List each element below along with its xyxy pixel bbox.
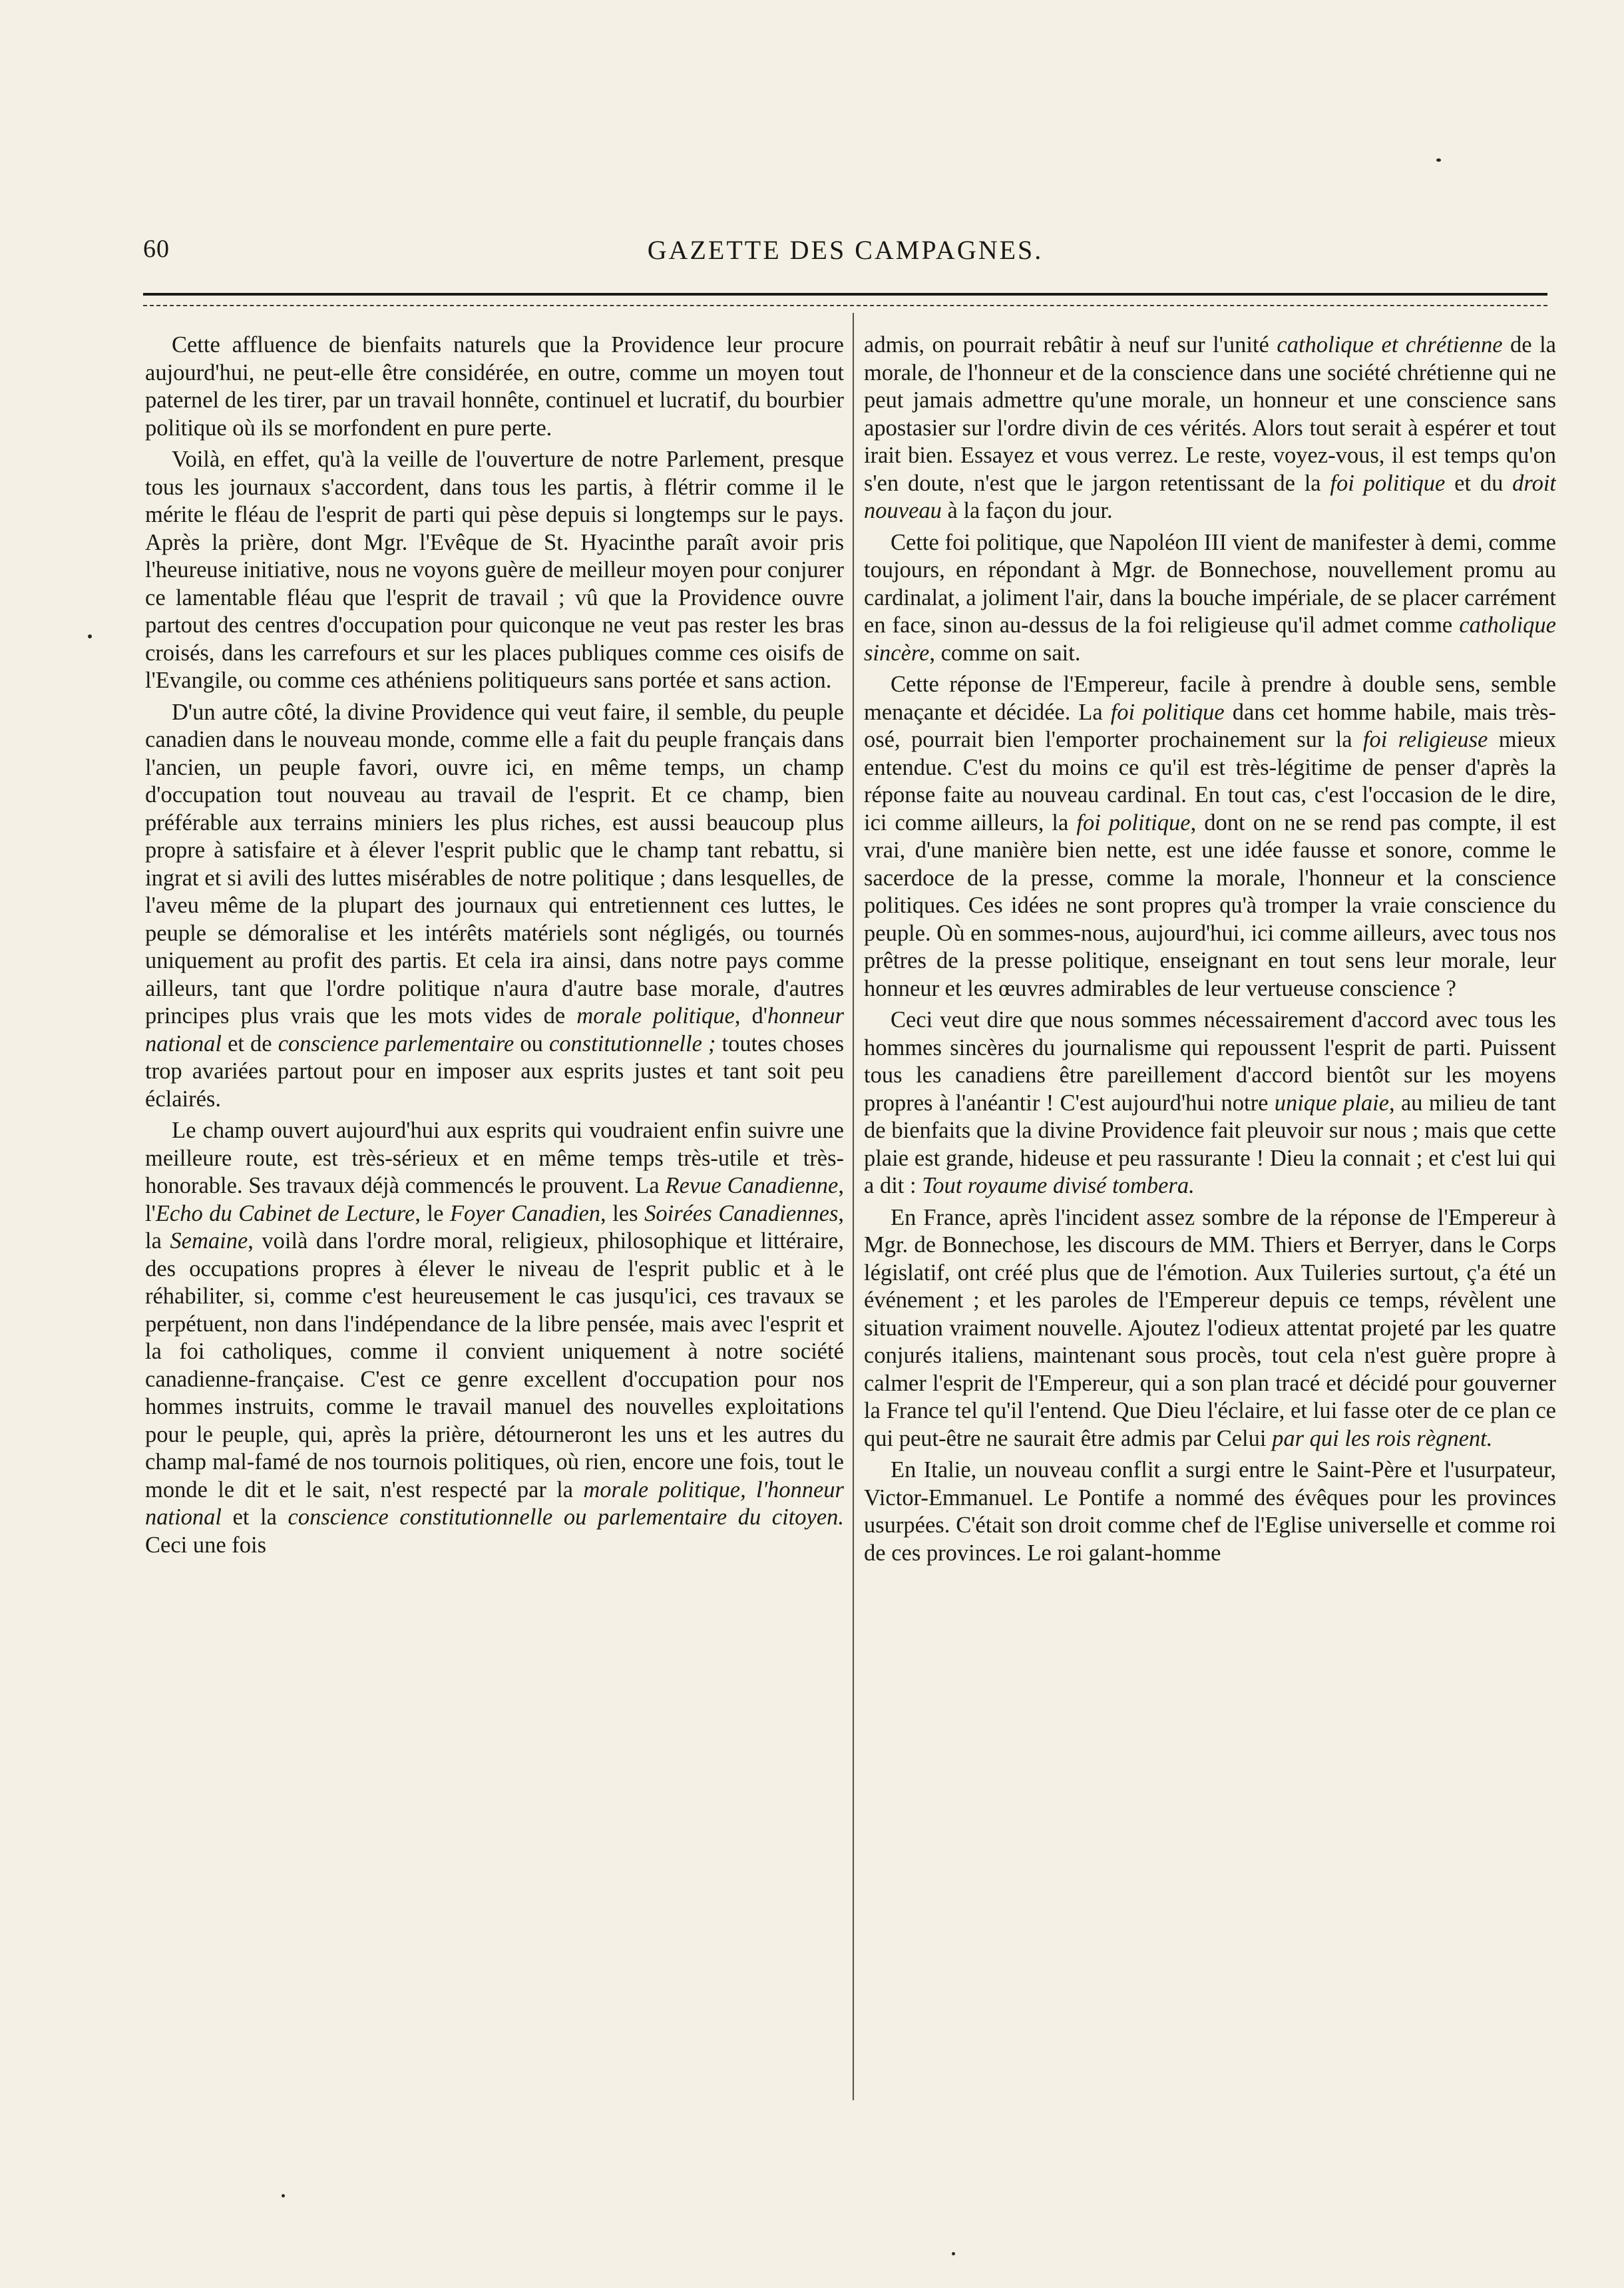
italic-text: droit nouveau [864, 470, 1556, 523]
text-run: , d' [734, 1003, 768, 1029]
text-run: ou [514, 1030, 549, 1056]
italic-text: morale politique, l'honneur national [145, 1477, 844, 1530]
header-rule-dashed [143, 305, 1547, 306]
italic-text: par qui les rois règnent. [1272, 1425, 1493, 1451]
italic-text: unique plaie [1274, 1090, 1389, 1116]
italic-text: constitutionnelle ; [548, 1030, 716, 1056]
column-divider [853, 313, 854, 2100]
italic-text: morale politique [576, 1003, 735, 1029]
text-run: , au milieu de tant de bienfaits que la divine Providence fait pleuvoir sur nous ; mais que cette plaie est grande, hideuse et peu rassurante ! Dieu la connait ; et c'est lui qui a dit : [864, 1090, 1556, 1198]
italic-text: foi politique [1110, 699, 1225, 725]
text-run: Voilà, en effet, qu'à la veille de l'ouverture de notre Parlement, presque tous les journaux s'accordent, dans tous les partis, à flétrir comme il le mérite le fléau de l'esprit de parti qui pèse depuis si longtemps sur le pays. Après la prière, dont Mgr. l'Evêque de St. Hyacinthe paraît avoir pris l'heureuse initiative, nous ne voyons guère de meilleur moyen pour conjurer ce lamentable fléau que l'esprit de travail ; vû que la Providence ouvre partout des centres d'occupation pour quiconque ne veut pas rester les bras croisés, dans les carrefours et sur les places publiques comme ces oisifs de l'Evangile, ou comme ces athéniens politiqueurs sans portée et sans action. [145, 447, 844, 693]
ink-speck [1436, 158, 1441, 162]
text-run: , le [415, 1200, 450, 1226]
paragraph [864, 671, 1556, 1003]
italic-text: Foyer Canadien [449, 1200, 601, 1226]
header-rule-thick [143, 293, 1547, 296]
text-run: Le champ ouvert aujourd'hui aux esprits qui voudraient enfin suivre une meilleure route, est très-sérieux et en même temps très-utile et très-honorable. Ses travaux déjà commencés le prouvent. La [145, 1118, 844, 1198]
text-run: , comme on sait. [929, 640, 1081, 666]
text-run: En Italie, un nouveau conflit a surgi entre le Saint-Père et l'usurpateur, Victor-Emmanuel. Le Pontife a nommé des évêques pour les provinces usurpées. C'était son droit comme chef de l'Eglise universelle et comme roi de ces provinces. Le roi galant-homme [864, 1457, 1556, 1566]
text-run: et la [222, 1504, 288, 1530]
page-number: 60 [143, 235, 170, 263]
running-title: GAZETTE DES CAMPAGNES. [647, 235, 1044, 265]
text-run: Cette foi politique, que Napoléon III vient de manifester à demi, comme toujours, en répondant à Mgr. de Bonnechose, nouvellement promu au cardinalat, a joliment l'air, dans la bouche impériale, de se placer carrément en face, sinon au-dessus de la foi religieuse qu'il admet comme [864, 529, 1556, 638]
italic-text: Soirées Canadiennes [644, 1200, 839, 1226]
left-column [145, 332, 844, 2106]
text-run: , dont on ne se rend pas compte, il est vrai, d'une manière bien nette, est une idée fausse et sonore, comme le sacerdoce de la presse, comme la morale, l'honneur et la conscience politiques. Ces idées ne sont propres qu'à tromper la vraie conscience du peuple. Où en sommes-nous, aujourd'hui, ici comme ailleurs, avec tous nos prêtres de la presse politique, enseignant en tout sens leur morale, leur honneur et les œuvres admirables de leur vertueuse conscience ? [864, 809, 1556, 1001]
text-run: mieux entendue. C'est du moins ce qu'il est très-légitime de penser d'après la réponse faite au nouveau cardinal. En tout cas, c'est l'occasion de le dire, ici comme ailleurs, la [864, 727, 1556, 835]
text-run: de la morale, de l'honneur et de la conscience dans une société chrétienne qui ne peut jamais admettre qu'une morale, un honneur et une conscience sans apostasier sur l'ordre divin de ces vérités. Alors tout serait à espérer et tout irait bien. Essayez et vous verrez. Le reste, voyez-vous, il est temps qu'on s'en doute, n'est que le jargon retentissant de la [864, 332, 1556, 496]
text-run: En France, après l'incident assez sombre de la réponse de l'Empereur à Mgr. de Bonnechose, les discours de MM. Thiers et Berryer, dans le Corps législatif, ont créé plus que de l'émotion. Aux Tuileries surtout, ç'a été un événement ; et les paroles de l'Empereur depuis ce temps, révèlent une situation vraiment nouvelle. Ajoutez l'odieux attentat projeté par les quatre conjurés italiens, maintenant sous procès, tout cela n'est guère propre à calmer l'esprit de l'Empereur, qui a son plan tracé et décidé pour gouverner la France tel qu'il l'entend. Que Dieu l'éclaire, et lui fasse oter de ce plan ce qui peut-être ne saurait être admis par Celui [864, 1204, 1556, 1451]
italic-text: foi politique [1330, 470, 1446, 496]
text-run: et de [222, 1030, 278, 1056]
text-run: Cette réponse de l'Empereur, facile à prendre à double sens, semble menaçante et décidée. La [864, 672, 1556, 725]
paragraph [864, 1007, 1556, 1200]
text-run: à la façon du jour. [941, 498, 1113, 523]
italic-text: honneur national [145, 1003, 844, 1056]
text-run: Ceci une fois [145, 1532, 267, 1558]
italic-text: catholique sincère [864, 612, 1556, 666]
ink-speck [88, 634, 92, 638]
paragraph [864, 1204, 1556, 1453]
text-run: toutes choses trop avariées partout pour en imposer aux esprits justes et tant soit peu éclairés. [145, 1030, 844, 1112]
ink-speck [952, 2252, 955, 2255]
italic-text: Tout royaume divisé tombera. [922, 1173, 1195, 1198]
text-run: admis, on pourrait rebâtir à neuf sur l'unité [864, 332, 1277, 357]
italic-text: foi politique [1076, 809, 1191, 835]
italic-text: conscience parlementaire [278, 1030, 514, 1056]
paragraph [864, 1457, 1556, 1567]
italic-text: conscience constitutionnelle ou parlementaire du citoyen. [288, 1504, 844, 1530]
italic-text: Echo du Cabinet de Lecture [155, 1200, 415, 1226]
paragraph [145, 446, 844, 695]
right-column [864, 332, 1556, 2106]
text-run: , voilà dans l'ordre moral, religieux, philosophique et littéraire, des occupations propres à élever le niveau de l'esprit public et à le réhabiliter, si, comme c'est heureusement le cas jusqu'ici, ces travaux se perpétuent, non dans l'indépendance de la libre pensée, mais avec l'esprit et la foi catholiques, comme il convient uniquement à notre société canadienne-française. C'est ce genre excellent d'occupation pour nos hommes instruits, comme le travail manuel des nouvelles exploitations pour le peuple, qui, après la prière, détourneront les uns et les autres du champ mal-famé de nos tournois politiques, où rien, encore une fois, tout le monde le dit et le sait, n'est respecté par la [145, 1228, 844, 1502]
text-run: dans cet homme habile, mais très-osé, pourrait bien l'emporter prochainement sur la [864, 699, 1556, 752]
italic-text: Revue Canadienne [665, 1173, 839, 1198]
italic-text: foi religieuse [1362, 727, 1488, 752]
ink-speck [282, 2194, 285, 2197]
paragraph [145, 699, 844, 1114]
italic-text: Semaine [170, 1228, 248, 1254]
text-run: D'un autre côté, la divine Providence qui veut faire, il semble, du peuple canadien dans le nouveau monde, comme elle a fait du peuple français dans l'ancien, un peuple favori, ouvre ici, en même temps, un champ d'occupation tout nouveau au travail de l'esprit. Et ce champ, bien préférable aux terrains miniers les plus riches, est aussi beaucoup plus propre à satisfaire et à élever l'esprit public que le champ tant rebattu, si ingrat et si avili des luttes misérables de notre politique ; dans lesquelles, de l'aveu même de la plupart des journaux qui entretiennent ces luttes, le peuple se démoralise et les intérêts matériels sont négligés, ou tournés uniquement au profit des partis. Et cela ira ainsi, dans notre pays comme ailleurs, tant que l'ordre politique n'aura d'autre base morale, d'autres principes plus vrais que les mots vides de [145, 699, 844, 1029]
text-run: Ceci veut dire que nous sommes nécessairement d'accord avec tous les hommes sincères du journalisme qui repoussent l'esprit de parti. Puissent tous les canadiens être pareillement d'accord bientôt sur les moyens propres à l'anéantir ! C'est aujourd'hui notre [864, 1007, 1556, 1116]
paragraph [145, 332, 844, 442]
italic-text: catholique et chrétienne [1277, 332, 1503, 357]
text-run: et du [1445, 470, 1513, 496]
text-run: Cette affluence de bienfaits naturels que la Providence leur procure aujourd'hui, ne peut-elle être considérée, en outre, comme un moyen tout paternel de les tirer, par un travail honnête, continuel et lucratif, du bourbier politique où ils se morfondent en pure perte. [145, 332, 844, 441]
page-header [143, 234, 1547, 274]
continued-paragraph [864, 332, 1556, 525]
text-run: , la [145, 1200, 844, 1254]
text-run: , les [600, 1200, 645, 1226]
paragraph [864, 529, 1556, 668]
text-run: , l' [145, 1173, 844, 1226]
paragraph [145, 1117, 844, 1559]
